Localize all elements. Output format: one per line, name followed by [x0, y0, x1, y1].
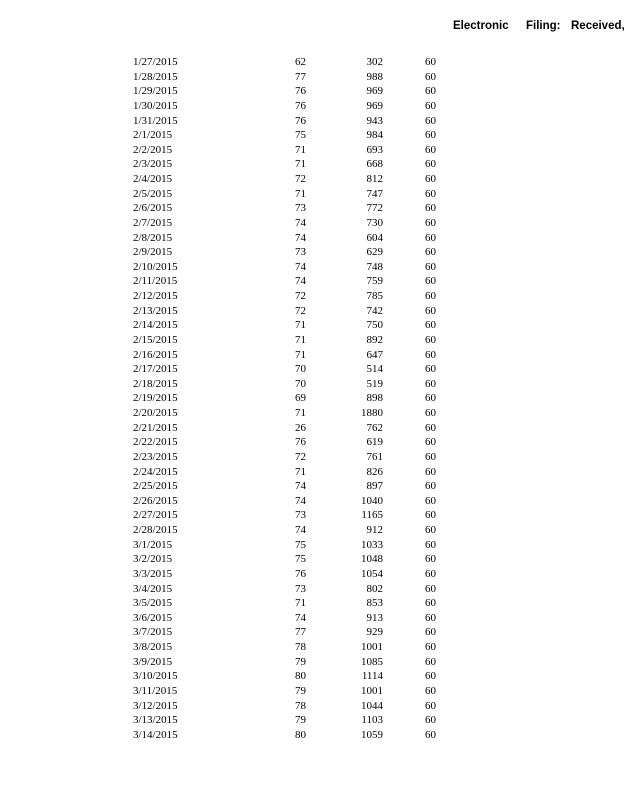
value-b-cell: 988	[366, 70, 383, 83]
value-a-cell: 79	[295, 714, 306, 727]
table-row	[0, 494, 618, 509]
value-a-cell: 76	[295, 567, 306, 580]
value-b-cell: 730	[366, 216, 383, 229]
value-a-cell: 71	[295, 319, 306, 332]
value-a-cell: 74	[295, 494, 306, 507]
table-row	[0, 318, 618, 333]
table-row	[0, 523, 618, 538]
value-c-cell: 60	[425, 246, 436, 259]
value-c-cell: 60	[425, 553, 436, 566]
value-b-cell: 853	[366, 597, 383, 610]
table-row	[0, 465, 618, 480]
value-a-cell: 80	[295, 728, 306, 741]
value-b-cell: 748	[366, 260, 383, 273]
date-cell: 2/7/2015	[133, 216, 173, 229]
value-c-cell: 60	[425, 129, 436, 142]
value-c-cell: 60	[425, 187, 436, 200]
value-a-cell: 76	[295, 436, 306, 449]
date-cell: 3/10/2015	[133, 670, 178, 683]
value-a-cell: 71	[295, 333, 306, 346]
table-row	[0, 260, 618, 275]
table-row	[0, 611, 618, 626]
value-b-cell: 750	[366, 319, 383, 332]
value-b-cell: 1033	[361, 538, 383, 551]
date-cell: 3/1/2015	[133, 538, 173, 551]
value-c-cell: 60	[425, 114, 436, 127]
date-cell: 2/14/2015	[133, 319, 178, 332]
value-c-cell: 60	[425, 465, 436, 478]
value-a-cell: 71	[295, 348, 306, 361]
table-row	[0, 684, 618, 699]
value-b-cell: 514	[366, 363, 383, 376]
table-row	[0, 596, 618, 611]
value-b-cell: 1054	[361, 567, 383, 580]
value-a-cell: 80	[295, 670, 306, 683]
date-cell: 2/5/2015	[133, 187, 173, 200]
value-b-cell: 1114	[361, 670, 383, 683]
value-c-cell: 60	[425, 436, 436, 449]
value-b-cell: 785	[366, 290, 383, 302]
value-c-cell: 60	[425, 56, 436, 68]
date-cell: 3/2/2015	[133, 553, 173, 566]
value-b-cell: 1103	[361, 714, 383, 727]
header-received: Received,	[571, 20, 625, 32]
table-row	[0, 640, 618, 655]
table-row	[0, 304, 618, 319]
data-table	[0, 55, 618, 742]
value-c-cell: 60	[425, 641, 436, 653]
value-b-cell: 762	[366, 421, 383, 434]
table-row	[0, 128, 618, 143]
value-b-cell: 802	[366, 582, 383, 595]
value-b-cell: 604	[366, 231, 383, 244]
value-c-cell: 60	[425, 143, 436, 156]
value-b-cell: 912	[366, 524, 383, 536]
value-b-cell: 1044	[361, 699, 383, 712]
value-c-cell: 60	[425, 655, 436, 668]
value-b-cell: 629	[366, 246, 383, 259]
value-a-cell: 76	[295, 85, 306, 98]
value-b-cell: 761	[366, 450, 383, 463]
date-cell: 2/2/2015	[133, 143, 173, 156]
value-b-cell: 1048	[361, 553, 383, 566]
value-a-cell: 74	[295, 231, 306, 244]
table-row	[0, 216, 618, 231]
value-a-cell: 76	[295, 99, 306, 112]
date-cell: 2/28/2015	[133, 524, 178, 536]
date-cell: 1/27/2015	[133, 56, 178, 68]
value-a-cell: 70	[295, 377, 306, 390]
table-row	[0, 333, 618, 348]
date-cell: 3/12/2015	[133, 699, 178, 712]
date-cell: 2/27/2015	[133, 509, 178, 522]
date-cell: 3/8/2015	[133, 641, 173, 653]
value-a-cell: 69	[295, 392, 306, 405]
value-c-cell: 60	[425, 524, 436, 536]
value-a-cell: 73	[295, 246, 306, 259]
date-cell: 3/5/2015	[133, 597, 173, 610]
table-row	[0, 55, 618, 70]
value-c-cell: 60	[425, 85, 436, 98]
table-row	[0, 567, 618, 582]
value-a-cell: 75	[295, 129, 306, 142]
value-b-cell: 826	[366, 465, 383, 478]
date-cell: 2/13/2015	[133, 304, 178, 317]
date-cell: 2/23/2015	[133, 450, 178, 463]
value-a-cell: 74	[295, 611, 306, 624]
table-row	[0, 289, 618, 304]
value-b-cell: 943	[366, 114, 383, 127]
value-a-cell: 74	[295, 275, 306, 288]
value-b-cell: 759	[366, 275, 383, 288]
value-c-cell: 60	[425, 363, 436, 376]
value-b-cell: 897	[366, 480, 383, 493]
value-c-cell: 60	[425, 714, 436, 727]
value-c-cell: 60	[425, 684, 436, 697]
value-b-cell: 519	[366, 377, 383, 390]
date-cell: 2/25/2015	[133, 480, 178, 493]
date-cell: 2/6/2015	[133, 202, 173, 215]
value-c-cell: 60	[425, 275, 436, 288]
date-cell: 2/10/2015	[133, 260, 178, 273]
date-cell: 3/11/2015	[133, 684, 178, 697]
value-c-cell: 60	[425, 319, 436, 332]
date-cell: 2/11/2015	[133, 275, 178, 288]
value-a-cell: 78	[295, 641, 306, 653]
value-a-cell: 70	[295, 363, 306, 376]
value-b-cell: 969	[366, 99, 383, 112]
value-c-cell: 60	[425, 333, 436, 346]
value-a-cell: 73	[295, 582, 306, 595]
value-b-cell: 619	[366, 436, 383, 449]
date-cell: 2/3/2015	[133, 158, 173, 171]
value-a-cell: 79	[295, 655, 306, 668]
value-c-cell: 60	[425, 670, 436, 683]
value-b-cell: 892	[366, 333, 383, 346]
value-c-cell: 60	[425, 626, 436, 639]
table-row	[0, 201, 618, 216]
value-a-cell: 72	[295, 450, 306, 463]
table-row	[0, 187, 618, 202]
date-cell: 3/3/2015	[133, 567, 173, 580]
value-a-cell: 62	[295, 56, 306, 68]
value-c-cell: 60	[425, 699, 436, 712]
value-a-cell: 71	[295, 158, 306, 171]
table-row	[0, 114, 618, 129]
value-a-cell: 26	[295, 421, 306, 434]
value-b-cell: 772	[366, 202, 383, 215]
date-cell: 2/21/2015	[133, 421, 178, 434]
value-a-cell: 75	[295, 553, 306, 566]
value-c-cell: 60	[425, 582, 436, 595]
table-row	[0, 245, 618, 260]
table-row	[0, 143, 618, 158]
table-row	[0, 362, 618, 377]
date-cell: 2/20/2015	[133, 407, 178, 419]
value-a-cell: 74	[295, 524, 306, 536]
value-b-cell: 647	[366, 348, 383, 361]
table-row	[0, 84, 618, 99]
table-row	[0, 508, 618, 523]
value-a-cell: 72	[295, 173, 306, 185]
value-c-cell: 60	[425, 597, 436, 610]
value-a-cell: 73	[295, 202, 306, 215]
value-c-cell: 60	[425, 480, 436, 493]
value-c-cell: 60	[425, 494, 436, 507]
date-cell: 2/26/2015	[133, 494, 178, 507]
value-c-cell: 60	[425, 567, 436, 580]
table-row	[0, 157, 618, 172]
date-cell: 3/9/2015	[133, 655, 173, 668]
value-c-cell: 60	[425, 728, 436, 741]
date-cell: 2/4/2015	[133, 173, 173, 185]
value-c-cell: 60	[425, 158, 436, 171]
table-row	[0, 172, 618, 187]
date-cell: 2/17/2015	[133, 363, 178, 376]
value-c-cell: 60	[425, 392, 436, 405]
date-cell: 2/18/2015	[133, 377, 178, 390]
value-b-cell: 1165	[361, 509, 383, 522]
date-cell: 1/29/2015	[133, 85, 178, 98]
table-row	[0, 406, 618, 421]
value-c-cell: 60	[425, 538, 436, 551]
value-a-cell: 73	[295, 509, 306, 522]
value-c-cell: 60	[425, 421, 436, 434]
value-a-cell: 78	[295, 699, 306, 712]
value-b-cell: 742	[366, 304, 383, 317]
value-c-cell: 60	[425, 377, 436, 390]
table-row	[0, 274, 618, 289]
table-row	[0, 70, 618, 85]
header-filing: Filing:	[526, 20, 561, 32]
value-b-cell: 1001	[361, 641, 383, 653]
date-cell: 2/15/2015	[133, 333, 178, 346]
table-row	[0, 728, 618, 743]
value-b-cell: 1880	[361, 407, 383, 419]
date-cell: 1/30/2015	[133, 99, 178, 112]
date-cell: 2/9/2015	[133, 246, 173, 259]
value-b-cell: 812	[366, 173, 383, 185]
date-cell: 2/1/2015	[133, 129, 173, 142]
date-cell: 2/12/2015	[133, 290, 178, 302]
value-a-cell: 77	[295, 70, 306, 83]
date-cell: 2/19/2015	[133, 392, 178, 405]
table-row	[0, 377, 618, 392]
date-cell: 3/14/2015	[133, 728, 178, 741]
date-cell: 2/8/2015	[133, 231, 173, 244]
value-b-cell: 913	[366, 611, 383, 624]
date-cell: 3/4/2015	[133, 582, 173, 595]
value-b-cell: 1001	[361, 684, 383, 697]
date-cell: 3/13/2015	[133, 714, 178, 727]
table-row	[0, 99, 618, 114]
value-c-cell: 60	[425, 450, 436, 463]
value-a-cell: 74	[295, 216, 306, 229]
table-row	[0, 582, 618, 597]
date-cell: 3/7/2015	[133, 626, 173, 639]
table-row	[0, 655, 618, 670]
value-a-cell: 75	[295, 538, 306, 551]
value-c-cell: 60	[425, 70, 436, 83]
table-row	[0, 391, 618, 406]
value-b-cell: 1085	[361, 655, 383, 668]
value-a-cell: 74	[295, 260, 306, 273]
table-row	[0, 450, 618, 465]
value-a-cell: 71	[295, 407, 306, 419]
value-c-cell: 60	[425, 260, 436, 273]
value-b-cell: 984	[366, 129, 383, 142]
table-row	[0, 479, 618, 494]
value-a-cell: 74	[295, 480, 306, 493]
value-b-cell: 898	[366, 392, 383, 405]
table-row	[0, 231, 618, 246]
value-a-cell: 72	[295, 304, 306, 317]
value-a-cell: 72	[295, 290, 306, 302]
table-row	[0, 421, 618, 436]
table-row	[0, 348, 618, 363]
value-b-cell: 969	[366, 85, 383, 98]
date-cell: 2/24/2015	[133, 465, 178, 478]
date-cell: 2/22/2015	[133, 436, 178, 449]
value-c-cell: 60	[425, 202, 436, 215]
date-cell: 3/6/2015	[133, 611, 173, 624]
table-row	[0, 625, 618, 640]
value-a-cell: 79	[295, 684, 306, 697]
table-row	[0, 699, 618, 714]
date-cell: 2/16/2015	[133, 348, 178, 361]
value-a-cell: 71	[295, 143, 306, 156]
value-b-cell: 668	[366, 158, 383, 171]
table-row	[0, 552, 618, 567]
value-a-cell: 71	[295, 465, 306, 478]
value-c-cell: 60	[425, 231, 436, 244]
table-row	[0, 435, 618, 450]
date-cell: 1/28/2015	[133, 70, 178, 83]
table-row	[0, 538, 618, 553]
value-c-cell: 60	[425, 216, 436, 229]
value-c-cell: 60	[425, 304, 436, 317]
value-b-cell: 1059	[361, 728, 383, 741]
value-a-cell: 77	[295, 626, 306, 639]
value-c-cell: 60	[425, 509, 436, 522]
value-c-cell: 60	[425, 173, 436, 185]
value-c-cell: 60	[425, 290, 436, 302]
value-a-cell: 76	[295, 114, 306, 127]
value-b-cell: 747	[366, 187, 383, 200]
table-row	[0, 669, 618, 684]
value-a-cell: 71	[295, 187, 306, 200]
value-b-cell: 302	[366, 56, 383, 68]
value-b-cell: 1040	[361, 494, 383, 507]
value-a-cell: 71	[295, 597, 306, 610]
value-c-cell: 60	[425, 99, 436, 112]
value-b-cell: 693	[366, 143, 383, 156]
date-cell: 1/31/2015	[133, 114, 178, 127]
value-c-cell: 60	[425, 348, 436, 361]
value-c-cell: 60	[425, 611, 436, 624]
value-c-cell: 60	[425, 407, 436, 419]
header-electronic: Electronic	[453, 20, 509, 32]
filing-header	[0, 20, 625, 36]
value-b-cell: 929	[366, 626, 383, 639]
table-row	[0, 713, 618, 728]
